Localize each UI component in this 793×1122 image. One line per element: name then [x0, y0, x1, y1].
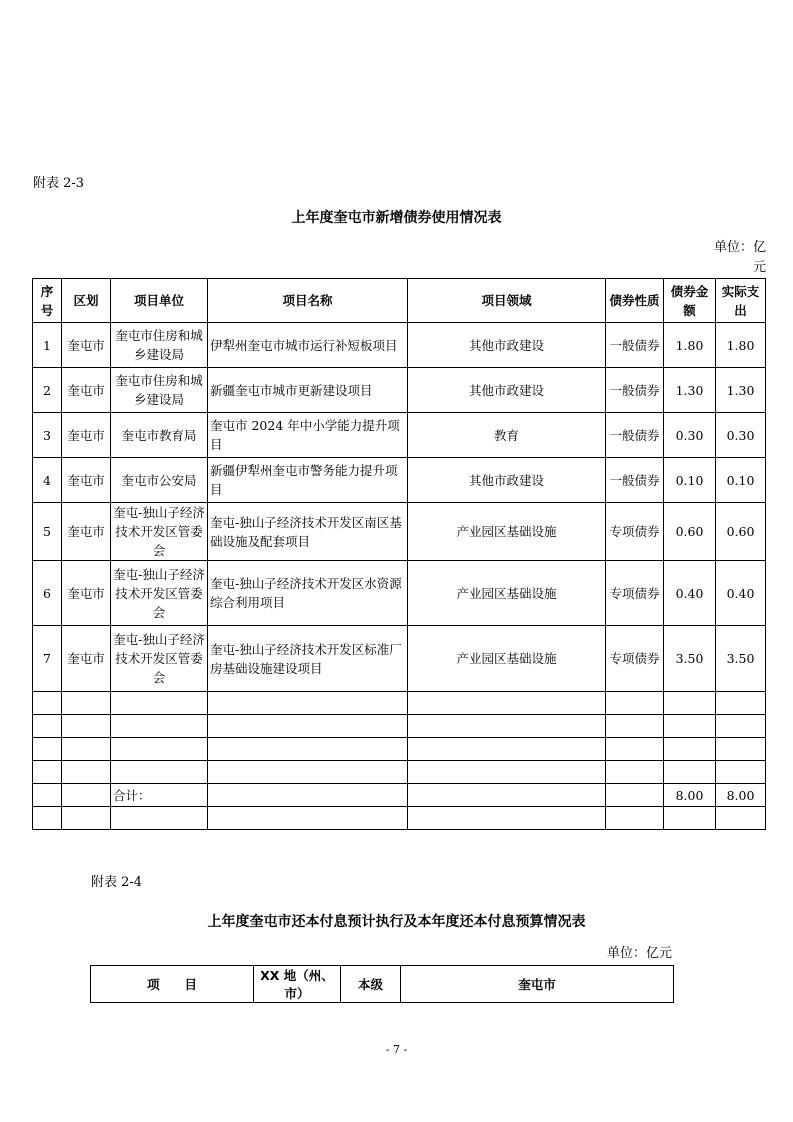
empty-cell: [208, 692, 408, 715]
table-row: [33, 368, 766, 413]
header-row: [33, 279, 766, 323]
header-row: [91, 966, 674, 1003]
table-2-4-unit: 单位：亿元: [606, 946, 672, 961]
table-cell: 一般债券: [606, 413, 664, 458]
table-row: [33, 323, 766, 368]
table-row: [33, 626, 766, 692]
table-cell: 一般债券: [606, 368, 664, 413]
empty-cell: [111, 738, 208, 761]
table-cell: 0.10: [716, 458, 766, 503]
table-cell: 7: [33, 626, 62, 692]
table-cell: 奎屯市: [62, 503, 111, 561]
table-row: [33, 561, 766, 626]
table-row: [33, 413, 766, 458]
total-actual: 8.00: [716, 784, 766, 807]
header-cell: 项目名称: [208, 279, 408, 323]
empty-cell: [111, 761, 208, 784]
header-cell: 区划: [62, 279, 111, 323]
empty-cell: [33, 715, 62, 738]
empty-cell: [62, 807, 111, 830]
page-number: - 7 -: [385, 1043, 408, 1056]
empty-cell: [606, 807, 664, 830]
empty-row: [33, 715, 766, 738]
total-amount: 8.00: [664, 784, 716, 807]
bond-usage-table: [32, 278, 766, 830]
table-cell: [408, 784, 606, 807]
empty-cell: [408, 715, 606, 738]
empty-cell: [664, 715, 716, 738]
empty-cell: [408, 807, 606, 830]
table-cell: 1: [33, 323, 62, 368]
table-cell: [606, 784, 664, 807]
header-cell: 债券金额: [664, 279, 716, 323]
empty-cell: [111, 715, 208, 738]
table-2-4-label: 附表 2-4: [91, 875, 143, 890]
table-cell: 4: [33, 458, 62, 503]
empty-cell: [111, 692, 208, 715]
header-cell: XX 地（州、市）: [254, 966, 341, 1003]
empty-cell: [664, 692, 716, 715]
table-cell: 产业园区基础设施: [408, 503, 606, 561]
header-cell: 项目领域: [408, 279, 606, 323]
table-cell: [33, 784, 62, 807]
empty-row: [33, 738, 766, 761]
table-cell: 新疆伊犁州奎屯市警务能力提升项目: [208, 458, 408, 503]
empty-cell: [33, 807, 62, 830]
table-2-3-label: 附表 2-3: [33, 176, 85, 191]
table-cell: 0.60: [716, 503, 766, 561]
header-cell: 项 目: [91, 966, 254, 1003]
table-cell: 0.40: [664, 561, 716, 626]
empty-cell: [606, 738, 664, 761]
table-cell: 其他市政建设: [408, 323, 606, 368]
empty-cell: [716, 761, 766, 784]
table-cell: 奎屯市: [62, 626, 111, 692]
table-cell: 5: [33, 503, 62, 561]
total-row: [33, 784, 766, 807]
table-cell: [62, 784, 111, 807]
header-cell: 实际支出: [716, 279, 766, 323]
table-cell: 0.60: [664, 503, 716, 561]
empty-cell: [606, 761, 664, 784]
empty-cell: [664, 807, 716, 830]
table-cell: 2: [33, 368, 62, 413]
table-cell: 1.80: [716, 323, 766, 368]
table-row: [33, 503, 766, 561]
table-cell: 伊犁州奎屯市城市运行补短板项目: [208, 323, 408, 368]
header-cell: 债券性质: [606, 279, 664, 323]
table-row: [33, 458, 766, 503]
table-cell: 0.10: [664, 458, 716, 503]
empty-cell: [408, 692, 606, 715]
table-cell: 奎屯市住房和城乡建设局: [111, 323, 208, 368]
empty-cell: [208, 807, 408, 830]
table-cell: 专项债券: [606, 503, 664, 561]
empty-cell: [716, 738, 766, 761]
empty-cell: [408, 761, 606, 784]
table-cell: 奎屯-独山子经济技术开发区管委会: [111, 626, 208, 692]
table-cell: 产业园区基础设施: [408, 626, 606, 692]
table-cell: 3: [33, 413, 62, 458]
table-2-3-title: 上年度奎屯市新增债券使用情况表: [291, 210, 502, 226]
table-cell: 0.30: [716, 413, 766, 458]
table-2-3-unit: 单位：亿元: [713, 240, 766, 275]
empty-cell: [606, 692, 664, 715]
table-2-4-title: 上年度奎屯市还本付息预计执行及本年度还本付息预算情况表: [207, 914, 586, 930]
table-cell: 奎屯市 2024 年中小学能力提升项目: [208, 413, 408, 458]
table-cell: 奎屯-独山子经济技术开发区管委会: [111, 503, 208, 561]
table-cell: 新疆奎屯市城市更新建设项目: [208, 368, 408, 413]
table-cell: 奎屯市公安局: [111, 458, 208, 503]
header-cell: 奎屯市: [401, 966, 674, 1003]
table-cell: 1.30: [664, 368, 716, 413]
empty-cell: [664, 738, 716, 761]
total-label: 合计：: [111, 784, 208, 807]
table-cell: 奎屯市住房和城乡建设局: [111, 368, 208, 413]
empty-row: [33, 692, 766, 715]
empty-cell: [62, 692, 111, 715]
table-cell: 3.50: [716, 626, 766, 692]
table-cell: 奎屯市: [62, 323, 111, 368]
table-cell: 1.80: [664, 323, 716, 368]
table-cell: 1.30: [716, 368, 766, 413]
empty-cell: [716, 807, 766, 830]
table-cell: 一般债券: [606, 458, 664, 503]
table-cell: 奎屯-独山子经济技术开发区标准厂房基础设施建设项目: [208, 626, 408, 692]
empty-cell: [408, 738, 606, 761]
table-cell: 专项债券: [606, 561, 664, 626]
table-cell: 0.30: [664, 413, 716, 458]
empty-cell: [33, 692, 62, 715]
empty-cell: [716, 692, 766, 715]
empty-cell: [716, 715, 766, 738]
empty-cell: [62, 715, 111, 738]
table-cell: 其他市政建设: [408, 458, 606, 503]
table-cell: 奎屯市: [62, 561, 111, 626]
empty-cell: [208, 715, 408, 738]
table-cell: 一般债券: [606, 323, 664, 368]
table-cell: 奎屯市: [62, 413, 111, 458]
empty-cell: [111, 807, 208, 830]
header-cell: 序号: [33, 279, 62, 323]
header-cell: 项目单位: [111, 279, 208, 323]
debt-service-table: [90, 965, 674, 1003]
empty-cell: [606, 715, 664, 738]
empty-cell: [62, 761, 111, 784]
empty-cell: [33, 738, 62, 761]
table-cell: 奎屯市: [62, 458, 111, 503]
empty-cell: [208, 738, 408, 761]
table-cell: [208, 784, 408, 807]
empty-row: [33, 761, 766, 784]
table-cell: 专项债券: [606, 626, 664, 692]
table-cell: 其他市政建设: [408, 368, 606, 413]
table-cell: 奎屯市: [62, 368, 111, 413]
empty-cell: [664, 761, 716, 784]
empty-row: [33, 807, 766, 830]
table-cell: 3.50: [664, 626, 716, 692]
table-cell: 奎屯-独山子经济技术开发区水资源综合利用项目: [208, 561, 408, 626]
table-cell: 奎屯-独山子经济技术开发区南区基础设施及配套项目: [208, 503, 408, 561]
header-cell: 本级: [341, 966, 401, 1003]
empty-cell: [33, 761, 62, 784]
table-cell: 6: [33, 561, 62, 626]
table-cell: 教育: [408, 413, 606, 458]
table-cell: 产业园区基础设施: [408, 561, 606, 626]
empty-cell: [62, 738, 111, 761]
table-cell: 0.40: [716, 561, 766, 626]
table-cell: 奎屯-独山子经济技术开发区管委会: [111, 561, 208, 626]
table-cell: 奎屯市教育局: [111, 413, 208, 458]
empty-cell: [208, 761, 408, 784]
